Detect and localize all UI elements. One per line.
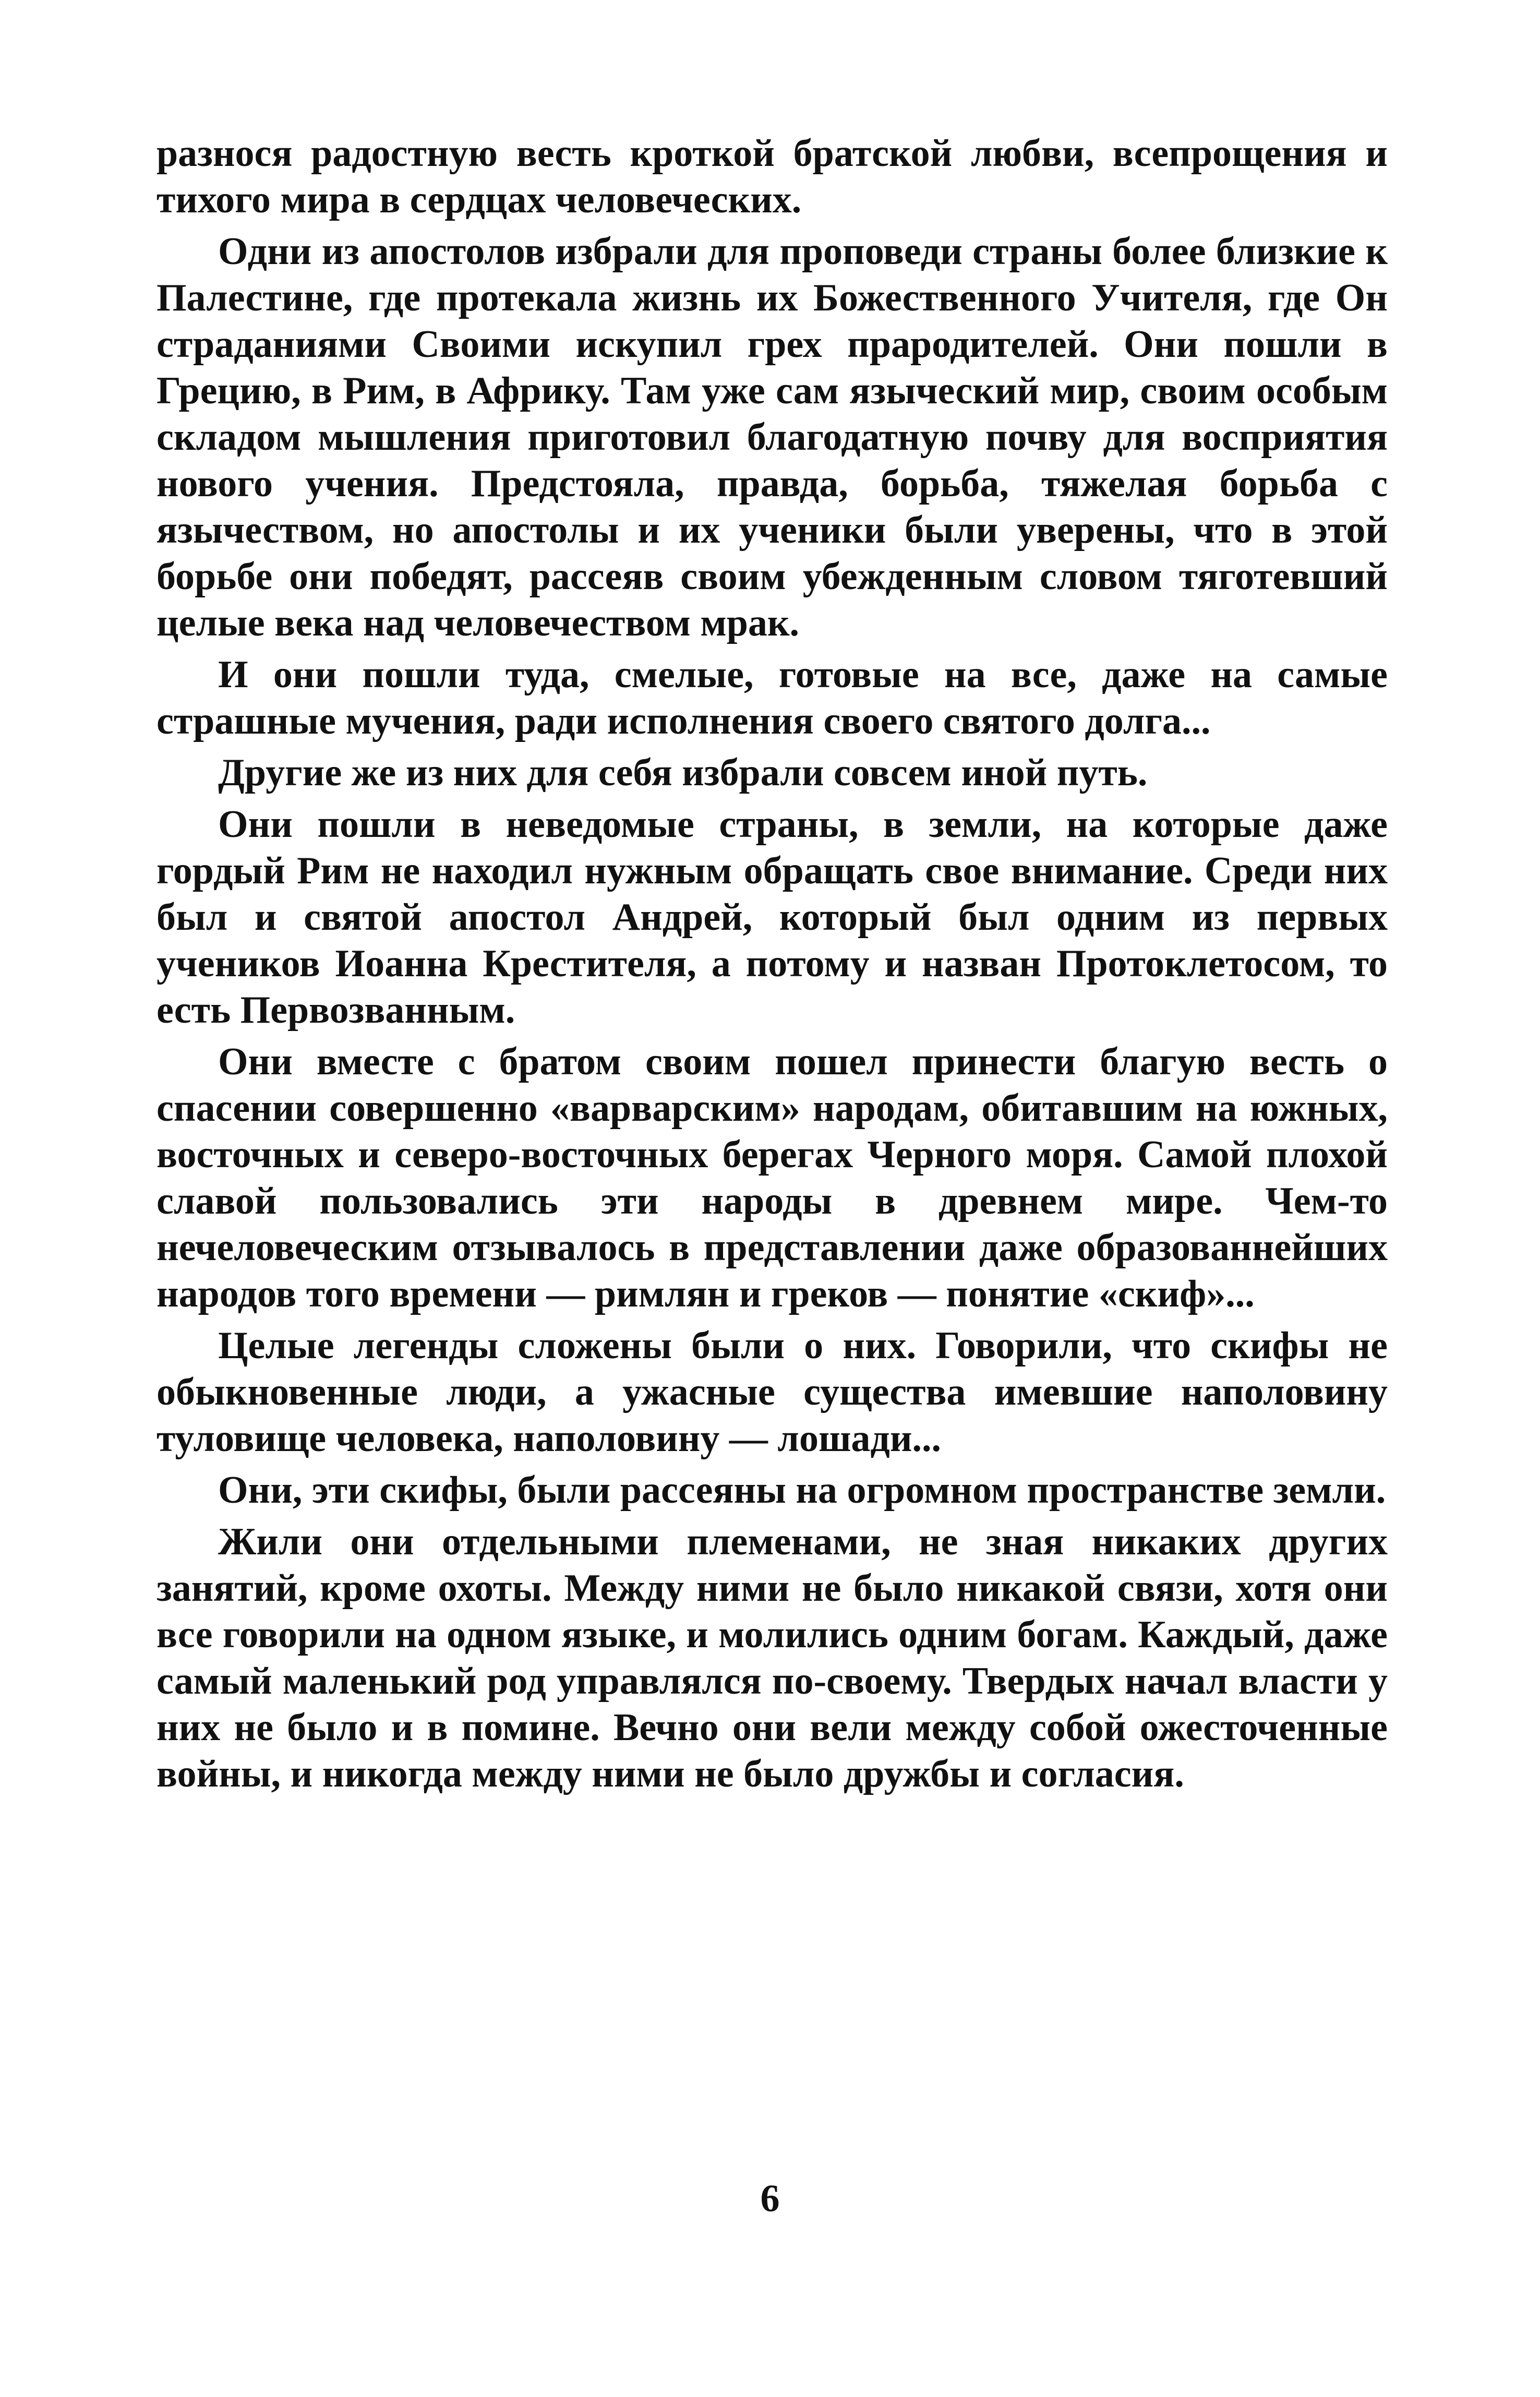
paragraph-black-sea-peoples: Они вместе с братом своим пошел принести благую весть о спасении совершенно «варварским» народам, обитавшим на южных, восточных и северо-восточных берегах Черного моря. Самой плохой славой пользовались эти народы в древнем мире. Чем-то нечеловеческим отзывалось в представлении даже образованнейших народов того времени — римлян и греков — понятие «скиф»...: [157, 1040, 1388, 1315]
paragraph-tribes: Жили они отдельными племенами, не зная никаких других занятий, кроме охоты. Между ними не было никакой связи, хотя они все говорили на одном языке, и молились одним богам. Каждый, даже самый маленький род управлялся по-своему. Твердых начал власти у них не было и в помине. Вечно они вели между собой ожесточенные войны, и никогда между ними не было дружбы и согласия.: [157, 1520, 1388, 1795]
paragraph-continuation: разнося радостную весть кроткой братской любви, всепрощения и тихого мира в сердцах человеческих.: [157, 132, 1388, 221]
paragraph-they-went: И они пошли туда, смелые, готовые на все, даже на самые страшные мучения, ради исполнения своего святого долга...: [157, 653, 1388, 742]
page-body: [157, 130, 1388, 1803]
page-number: 6: [760, 2177, 780, 2220]
paragraph-apostles-near-lands: Одни из апостолов избрали для проповеди страны более близкие к Палестине, где протекала жизнь их Божественного Учителя, где Он страданиями Своими искупил грех прародителей. Они пошли в Грецию, в Рим, в Африку. Там уже сам языческий мир, своим особым складом мышления приготовил благодатную почву для восприятия нового учения. Предстояла, правда, борьба, тяжелая борьба с язычеством, но апостолы и их ученики были уверены, что в этой борьбе они победят, рассеяв своим убежденным словом тяготевший целые века над человечеством мрак.: [157, 230, 1388, 644]
paragraph-unknown-lands: Они пошли в неведомые страны, в земли, на которые даже гордый Рим не находил нужным обращать свое внимание. Среди них был и святой апостол Андрей, который был одним из первых учеников Иоанна Крестителя, а потому и назван Протоклетосом, то есть Первозванным.: [157, 803, 1388, 1032]
paragraph-legends: Целые легенды сложены были о них. Говорили, что скифы не обыкновенные люди, а ужасные существа имевшие наполовину туловище человека, наполовину — лошади...: [157, 1324, 1388, 1460]
paragraph-other-path: Другие же из них для себя избрали совсем иной путь.: [218, 751, 1148, 794]
paragraph-scythians-spread: Они, эти скифы, были рассеяны на огромном пространстве земли.: [218, 1469, 1386, 1512]
